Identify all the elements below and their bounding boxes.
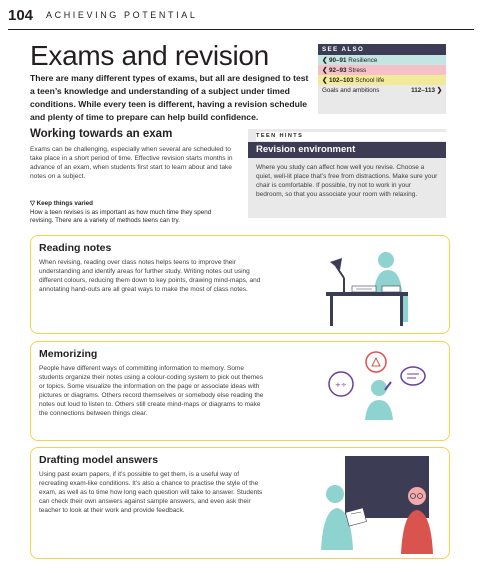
svg-text:+÷: +÷ [335, 381, 347, 389]
see-also-pages: 92–93 [329, 67, 347, 74]
see-also-item[interactable] [318, 55, 446, 65]
chevron-left-icon: ❮ [322, 77, 328, 84]
section-title: ACHIEVING POTENTIAL [46, 10, 198, 20]
see-also-label: Resilience [348, 57, 378, 64]
see-also-pages-right [411, 87, 442, 94]
chevron-left-icon: ❮ [322, 67, 328, 74]
see-also-label: School life [355, 77, 385, 84]
see-also-pages: 90–91 [329, 57, 347, 64]
page-number: 104 [8, 7, 34, 24]
header-rule [8, 29, 474, 30]
chevron-left-icon: ❮ [322, 57, 328, 64]
teen-hints-heading: Revision environment [256, 144, 356, 155]
caption [30, 200, 230, 226]
see-also-box [318, 44, 446, 114]
memorizing-student-illustration [321, 350, 431, 430]
card-heading: Drafting model answers [39, 454, 159, 466]
see-also-heading: SEE ALSO [318, 44, 446, 55]
card-drafting [30, 447, 450, 559]
card-memorizing [30, 341, 450, 441]
teen-hints-bar [248, 142, 446, 158]
card-body: Using past exam papers, if it’s possible to get them, is a useful way of recreating exam-like conditions. It’s also a chance to practise the style of the exam, as well as to time how long each question will take to answer. Students can check their own answers against sample answers, and even ask their teacher to look at their work and provide feedback. [39, 471, 263, 514]
see-also-label: Stress [348, 67, 367, 74]
see-also-item[interactable] [318, 85, 446, 95]
card-heading: Memorizing [39, 348, 98, 360]
card-body: When revising, reading over class notes helps teens to improve their understanding and identify areas for further study. Writing notes out using different colours, reducing them down to key points, drawing mind-maps, and annotating hand-outs are all great ways to make the most of class notes. [39, 259, 261, 293]
caption-body: How a teen revises is as important as how much time they spend revising. There are a variety of methods teens can try. [30, 208, 212, 224]
card-body: People have different ways of committing information to memory. Some students organize their notes using a colour-coding system to pick out themes or topics. Some visualize the information on the page or associate ideas with pictures or diagrams. Others record themselves or somebody else reading the notes out loud to listen to. Others still create mind-maps or diagrams to make the connections between things clear. [39, 365, 264, 417]
triangle-down-icon: ▽ [30, 200, 35, 207]
see-also-pages: 102–103 [329, 77, 354, 84]
page-header [0, 0, 480, 30]
see-also-item[interactable] [318, 75, 446, 85]
teen-hints-body: Where you study can affect how well you revise. Choose a quiet, well-lit place that’s free from distractions. Make sure your chair is comfortable. If possible, try not to work in your bedroom, so that you associate your room with relaxing. [256, 164, 438, 198]
teen-hints-box [248, 129, 446, 218]
card-reading-notes [30, 235, 450, 334]
chevron-right-icon: ❯ [436, 87, 442, 94]
teen-hints-label: TEEN HINTS [256, 132, 446, 141]
intro-paragraph: There are many different types of exams, but all are designed to test a teen’s knowledge and understanding of a subject under timed conditions. While every teen is different, having a revision schedule and plenty of time to prepare can help build confidence. [30, 73, 309, 122]
reading-student-illustration [316, 240, 434, 330]
caption-heading: Keep things varied [36, 200, 93, 207]
see-also-item[interactable] [318, 65, 446, 75]
caption-heading-row [30, 200, 230, 209]
working-body: Exams can be challenging, especially when several are scheduled to take place in a short period of time. Effective revision starts months in advance of an exam, when students first start to learn about and take notes on a subject. [30, 146, 233, 180]
see-also-pages: 112–113 [411, 87, 435, 94]
see-also-label: Goals and ambitions [322, 87, 380, 94]
card-heading: Reading notes [39, 242, 112, 254]
working-heading: Working towards an exam [30, 128, 173, 140]
page-title: Exams and revision [30, 40, 269, 71]
drafting-illustration [313, 450, 439, 556]
